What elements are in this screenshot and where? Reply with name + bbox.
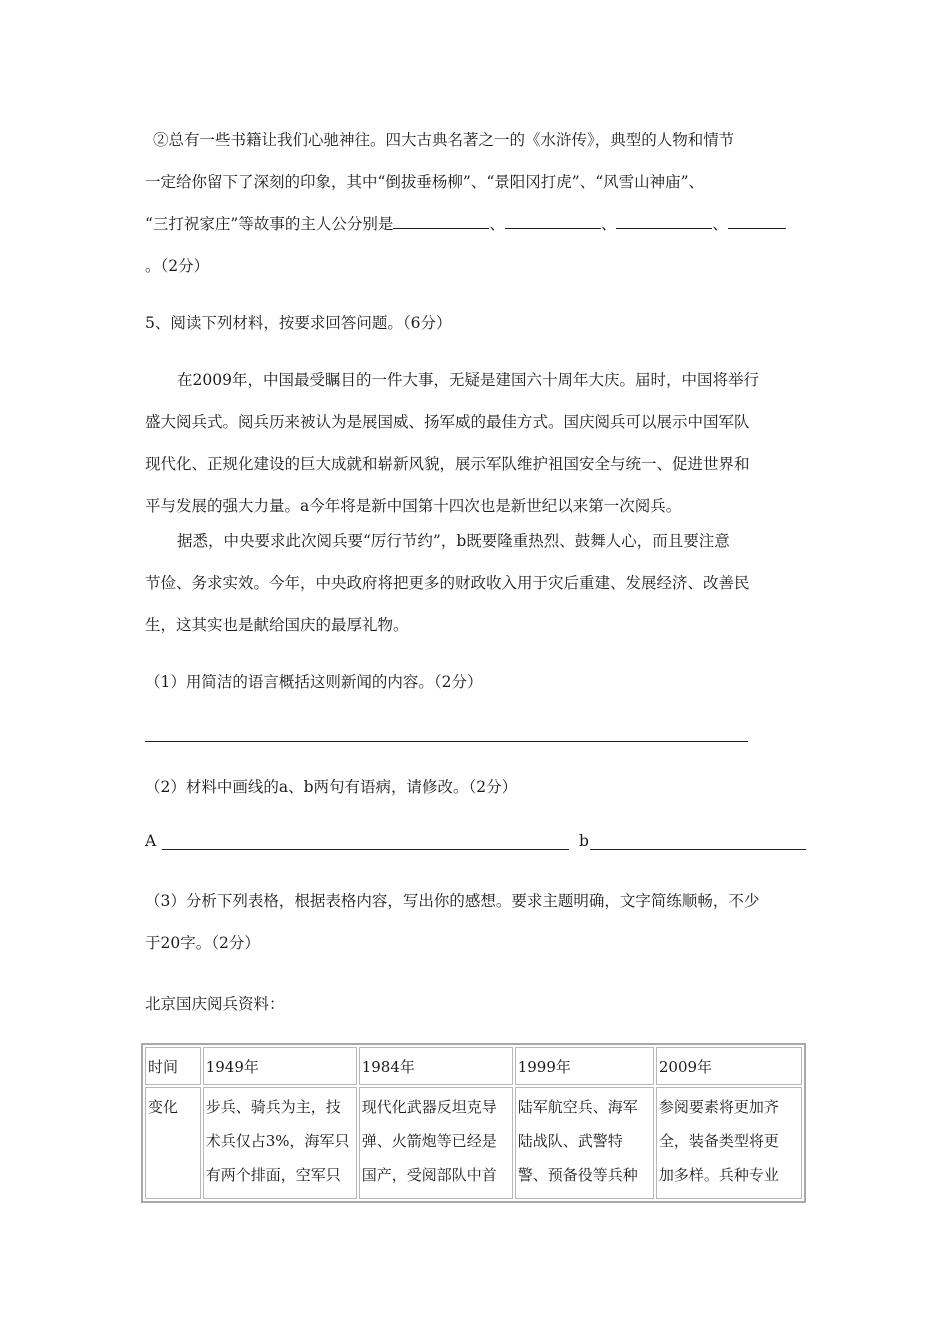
cell-line: 步兵、骑兵为主，技 (205, 1098, 341, 1116)
sub-question-2: （2）材料中画线的a、b两句有语病，请修改。（2分） (145, 778, 518, 796)
table-row-change (145, 1087, 802, 1199)
sub-question-1: （1）用简洁的语言概括这则新闻的内容。（2分） (145, 673, 483, 691)
cell-line: 陆军航空兵、海军 (517, 1098, 638, 1116)
q4-2-line-4: 。（2分） (145, 257, 210, 275)
para1-line-1: 在2009年，中国最受瞩目的一件大事，无疑是建国六十周年大庆。届时，中国将举行 (177, 371, 759, 389)
para2-line-2: 节俭、务求实效。今年，中央政府将把更多的财政收入用于灾后重建、发展经济、改善民 (145, 574, 750, 592)
cell-line: 有两个排面，空军只 (205, 1166, 341, 1184)
answer-blank-3[interactable] (616, 213, 712, 230)
cell-2009 (656, 1087, 802, 1199)
answer-line-b[interactable] (590, 849, 806, 850)
separator: 、 (712, 215, 728, 233)
header-cell-1999: 1999年 (515, 1047, 654, 1085)
answer-label-b: b (579, 832, 589, 850)
answer-line-1[interactable] (145, 741, 748, 742)
q5-heading: 5、阅读下列材料，按要求回答问题。（6分） (145, 314, 452, 332)
cell-1949 (203, 1087, 357, 1199)
sub-question-3-line-2: 于20字。（2分） (145, 934, 260, 952)
q4-2-question-text: “三打祝家庄”等故事的主人公分别是 (145, 215, 394, 233)
answer-blank-4[interactable] (728, 213, 786, 230)
separator: 、 (600, 215, 617, 233)
para1-line-4: 平与发展的强大力量。a今年将是新中国第十四次也是新世纪以来第一次阅兵。 (145, 497, 682, 515)
q4-2-line-3 (145, 212, 786, 234)
cell-line: 弹、火箭炮等已经是 (361, 1132, 497, 1150)
cell-line: 陆战队、武警特 (517, 1132, 623, 1150)
header-cell-time: 时间 (145, 1047, 201, 1085)
row-label-change: 变化 (145, 1087, 201, 1199)
cell-1999 (515, 1087, 654, 1199)
header-cell-2009: 2009年 (656, 1047, 802, 1085)
cell-line: 术兵仅占3%，海军只 (205, 1132, 350, 1150)
answer-blank-1[interactable] (393, 213, 489, 230)
cell-1984 (359, 1087, 513, 1199)
table-header-row (145, 1047, 802, 1085)
cell-line: 加多样。兵种专业 (658, 1166, 779, 1184)
cell-line: 国产，受阅部队中首 (361, 1166, 497, 1184)
cell-line: 全，装备类型将更 (658, 1132, 779, 1150)
sub-question-3-line-1: （3）分析下列表格，根据表格内容，写出你的感想。要求主题明确，文字简练顺畅，不少 (145, 892, 760, 910)
parade-info-table (141, 1043, 806, 1203)
separator: 、 (489, 215, 505, 233)
table-caption: 北京国庆阅兵资料： (145, 995, 285, 1013)
answer-label-a: A (145, 832, 157, 850)
para1-line-3: 现代化、正规化建设的巨大成就和崭新风貌，展示军队维护祖国安全与统一、促进世界和 (145, 455, 750, 473)
para1-line-2: 盛大阅兵式。阅兵历来被认为是展国威、扬军威的最佳方式。国庆阅兵可以展示中国军队 (145, 413, 750, 431)
para2-line-3: 生，这其实也是献给国庆的最厚礼物。 (145, 616, 409, 634)
answer-blank-2[interactable] (505, 213, 601, 230)
cell-line: 现代化武器反坦克导 (361, 1098, 497, 1116)
header-cell-1984: 1984年 (359, 1047, 513, 1085)
cell-line: 参阅要素将更加齐 (658, 1098, 779, 1116)
q4-2-line-2: 一定给你留下了深刻的印象，其中“倒拔垂杨柳”、“景阳冈打虎”、“风雪山神庙”、 (145, 173, 705, 191)
cell-line: 警、预备役等兵种 (517, 1166, 638, 1184)
header-cell-1949: 1949年 (203, 1047, 357, 1085)
q4-2-line-1: ②总有一些书籍让我们心驰神往。四大古典名著之一的《水浒传》，典型的人物和情节 (153, 131, 735, 149)
answer-line-a[interactable] (162, 849, 569, 850)
para2-line-1: 据悉，中央要求此次阅兵要“厉行节约”，b既要隆重热烈、鼓舞人心，而且要注意 (177, 532, 730, 550)
